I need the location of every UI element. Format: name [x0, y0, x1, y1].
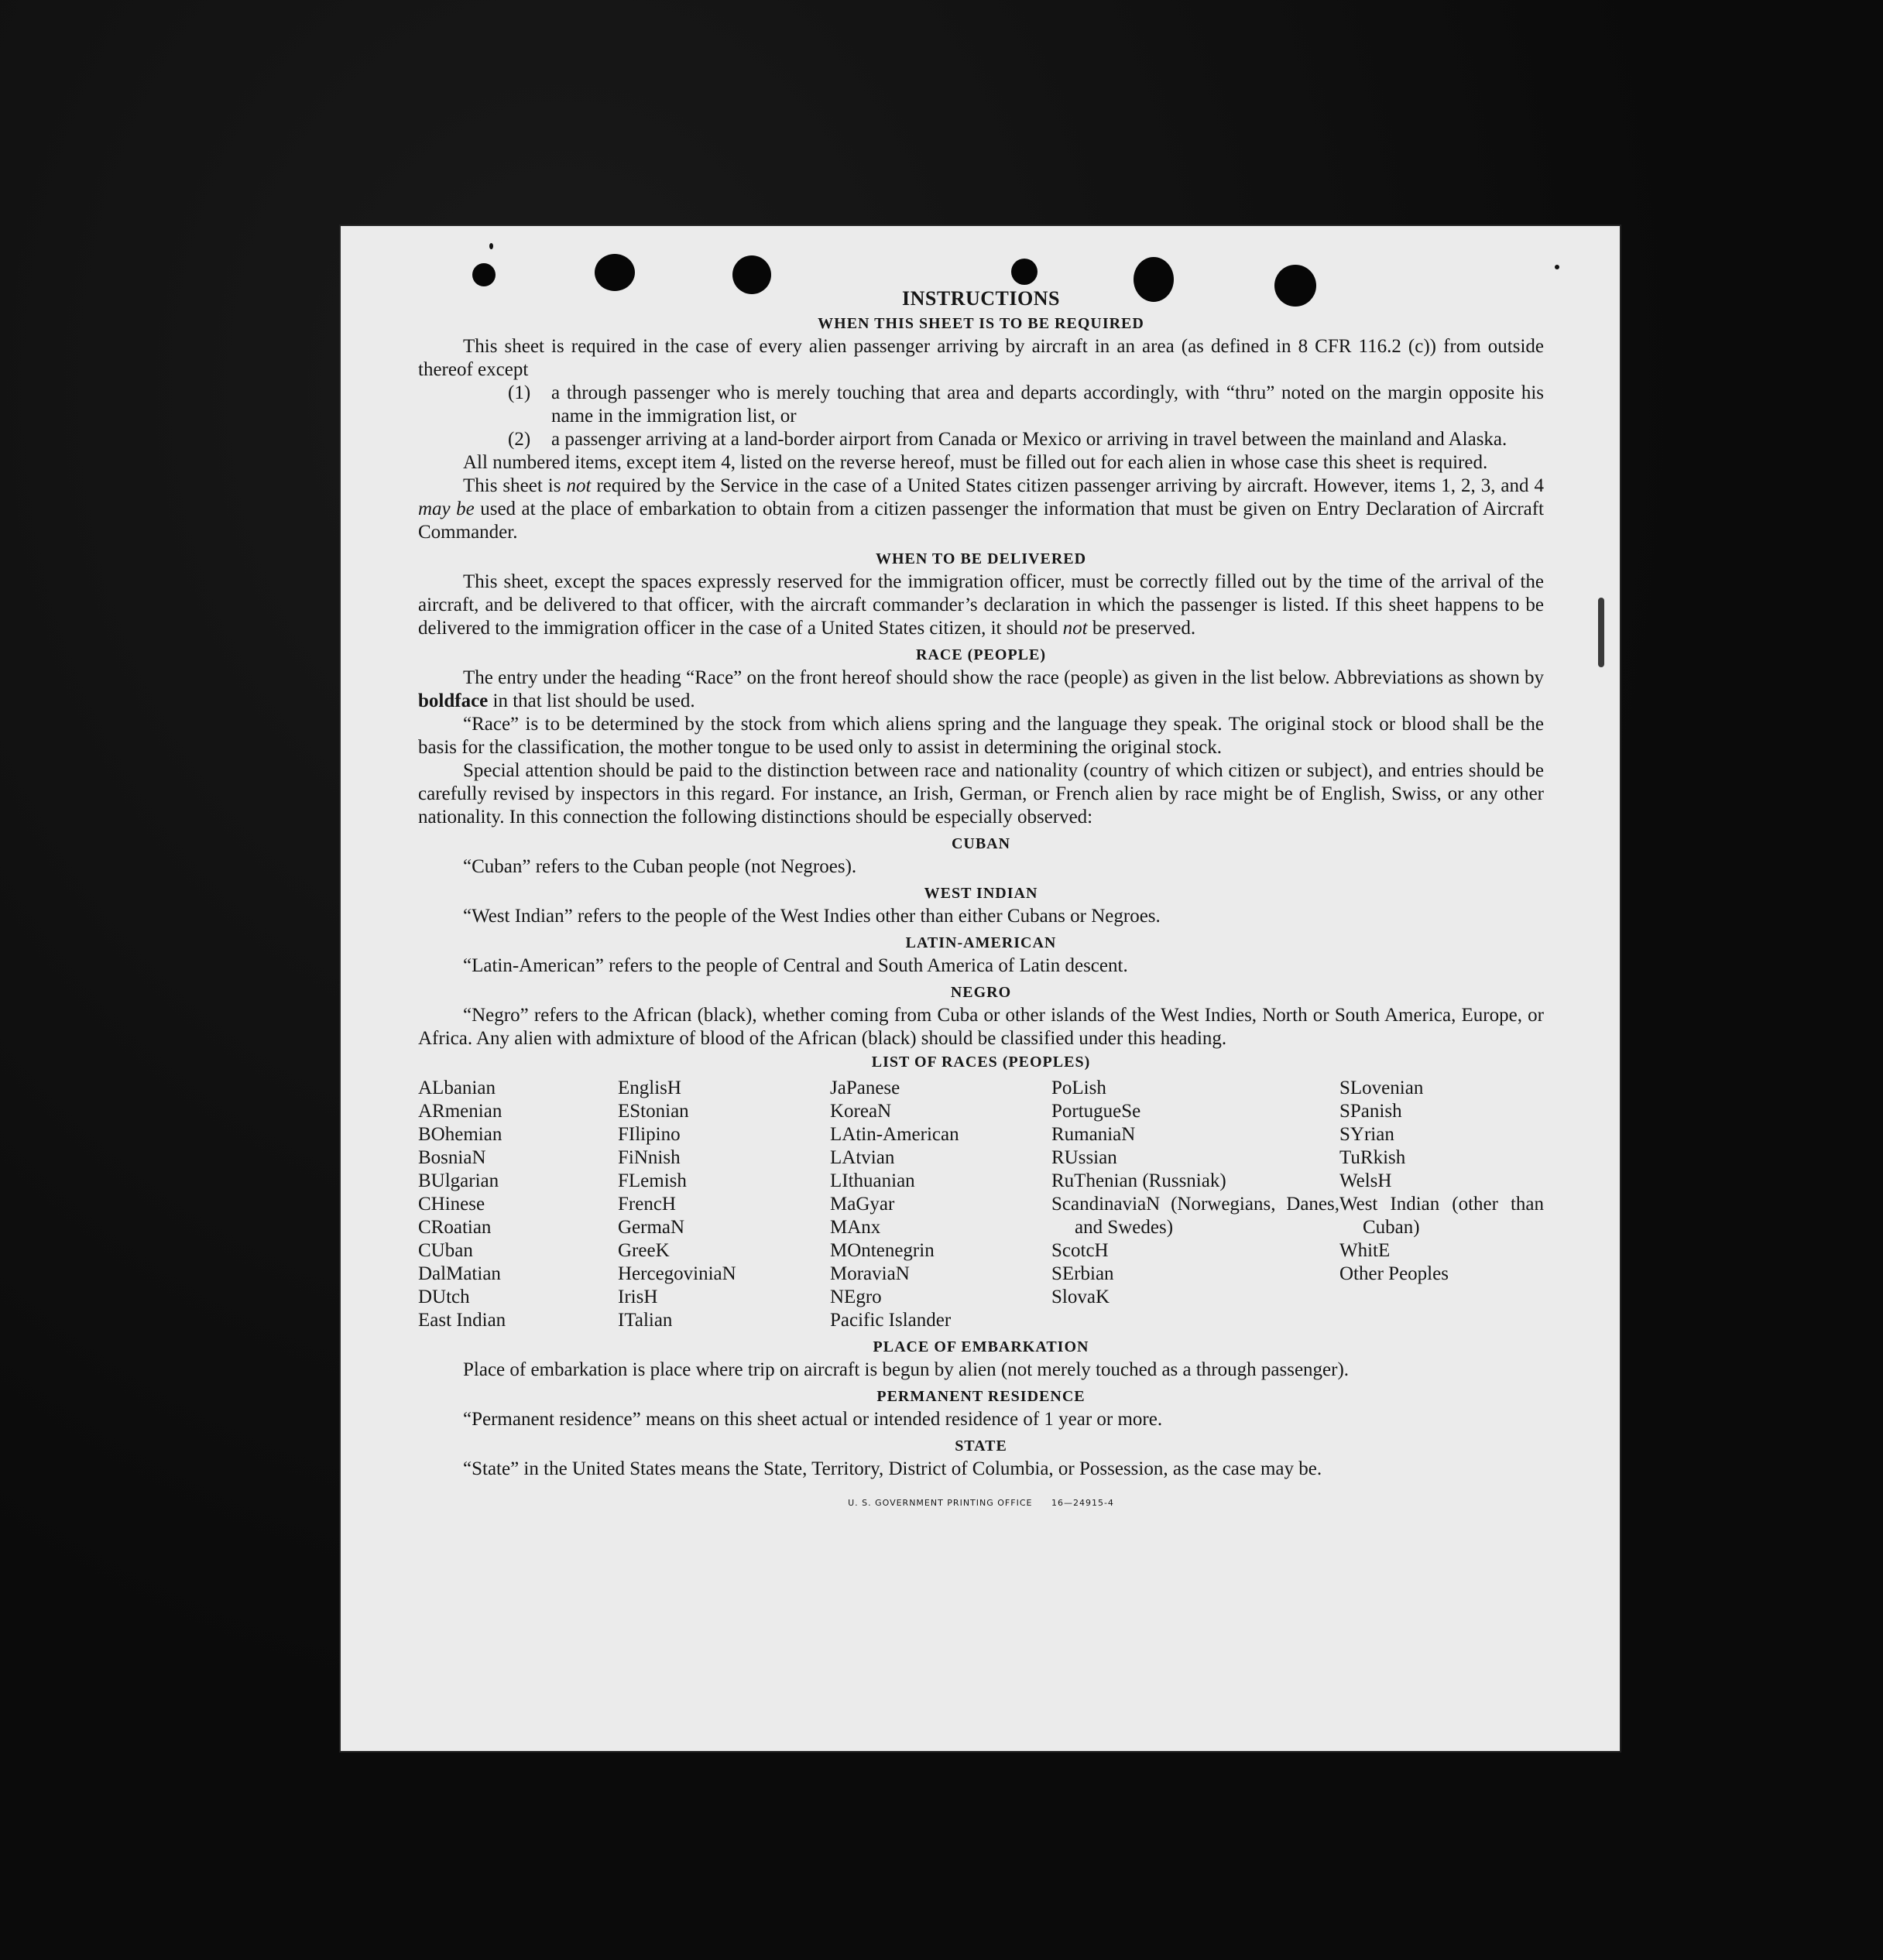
race-entry: LAtvian	[830, 1147, 895, 1168]
race-entry: BUlgarian	[418, 1170, 499, 1191]
document-page	[341, 226, 1620, 1751]
paragraph-when-delivered	[418, 571, 1544, 640]
race-entry: ALbanian	[418, 1078, 496, 1098]
race-entry: SPanish	[1339, 1101, 1402, 1122]
race-entry: Other Peoples	[1339, 1263, 1449, 1284]
race-entry: WhitE	[1339, 1240, 1391, 1261]
paragraph-west-indian: “West Indian” refers to the people of the West Indies other than either Cubans or Negroes.	[463, 906, 1161, 927]
punch-hole	[472, 263, 496, 286]
text-run: required by the Service in the case of a United States citizen passenger arriving by aircraft. However, items 1, 2, 3, and 4	[591, 475, 1544, 496]
race-entry: JaPanese	[830, 1078, 900, 1098]
paragraph-embarkation: Place of embarkation is place where trip on aircraft is begun by alien (not merely touched as a through passenger).	[463, 1359, 1350, 1380]
section-heading-race: RACE (PEOPLE)	[916, 646, 1046, 663]
emphasis-text: not	[566, 475, 592, 496]
race-entry: West Indian (other than Cuban)	[1339, 1194, 1544, 1238]
text-run: This sheet is	[463, 475, 567, 496]
race-entry: BosniaN	[418, 1147, 486, 1168]
race-entry: BOhemian	[418, 1124, 502, 1145]
emphasis-text: not	[1062, 618, 1088, 639]
section-heading-cuban: CUBAN	[951, 835, 1011, 852]
race-entry: ITalian	[618, 1310, 673, 1331]
race-entry: LIthuanian	[830, 1170, 915, 1191]
race-entry: NEgro	[830, 1287, 882, 1307]
race-entry: EStonian	[618, 1101, 689, 1122]
paragraph-negro: “Negro” refers to the African (black), whether coming from Cuba or other islands of the West Indies, North or South America, Europe, or Africa. Any alien with admixture of blood of the African (black) should be classified under this heading.	[418, 1005, 1544, 1049]
race-entry: FiNnish	[618, 1147, 681, 1168]
text-run: be preserved.	[1087, 618, 1196, 639]
race-entry: MoraviaN	[830, 1263, 910, 1284]
race-entry: LAtin-American	[830, 1124, 959, 1145]
races-column	[830, 1077, 1051, 1332]
race-entry: RUssian	[1051, 1147, 1117, 1168]
race-entry: EnglisH	[618, 1078, 681, 1098]
race-entry: GermaN	[618, 1217, 685, 1238]
race-entry: SLovenian	[1339, 1078, 1424, 1098]
exception-item-1	[508, 382, 1544, 428]
race-entry: SErbian	[1051, 1263, 1114, 1284]
race-entry: KoreaN	[830, 1101, 892, 1122]
paragraph-cuban: “Cuban” refers to the Cuban people (not Negroes).	[463, 856, 857, 877]
paragraph-race-nationality: Special attention should be paid to the distinction between race and nationality (country of which citizen or subject), and entries should be carefully revised by inspectors in this regard. For instance, an Irish, German, or French alien by race might be of English, Swiss, or any other nationality. In this connection the following distinctions should be especially observed:	[418, 760, 1544, 828]
race-entry: PoLish	[1051, 1078, 1106, 1098]
paragraph-state: “State” in the United States means the State, Territory, District of Columbia, or Possession, as the case may be.	[463, 1458, 1322, 1479]
race-entry: FLemish	[618, 1170, 687, 1191]
races-column	[1339, 1077, 1544, 1332]
race-entry: ARmenian	[418, 1101, 502, 1122]
exception-text: a passenger arriving at a land-border airport from Canada or Mexico or arriving in travel between the mainland and Alaska.	[551, 429, 1507, 450]
paragraph-latin-american: “Latin-American” refers to the people of Central and South America of Latin descent.	[463, 955, 1128, 976]
races-column	[618, 1077, 830, 1332]
race-entry: IrisH	[618, 1287, 658, 1307]
race-entry: FrencH	[618, 1194, 676, 1215]
section-heading-residence: PERMANENT RESIDENCE	[876, 1388, 1086, 1405]
paragraph-when-required-intro: This sheet is required in the case of every alien passenger arriving by aircraft in an area (as defined in 8 CFR 116.2 (c)) from outside thereof except	[418, 336, 1544, 380]
instructions-sheet	[418, 286, 1544, 1515]
exception-number: (2)	[508, 429, 531, 450]
section-heading-embarkation: PLACE OF EMBARKATION	[873, 1338, 1089, 1355]
race-entry: HercegoviniaN	[618, 1263, 736, 1284]
punch-hole	[1011, 259, 1038, 285]
race-entry: CHinese	[418, 1194, 485, 1215]
emphasis-text: may be	[418, 499, 475, 519]
bold-text: boldface	[418, 690, 489, 711]
ink-speck	[1555, 265, 1559, 269]
paragraph-citizen-passenger	[418, 475, 1544, 544]
race-entry: WelsH	[1339, 1170, 1392, 1191]
race-entry: MAnx	[830, 1217, 881, 1238]
printer-imprint	[418, 1492, 1544, 1515]
exception-text: a through passenger who is merely touching that area and departs accordingly, with “thru” noted on the margin opposite his name in the immigration list, or	[551, 382, 1544, 427]
race-entry: FIlipino	[618, 1124, 681, 1145]
text-run: in that list should be used.	[488, 690, 695, 711]
races-column	[418, 1077, 618, 1332]
race-entry: MaGyar	[830, 1194, 895, 1215]
race-entry: SYrian	[1339, 1124, 1394, 1145]
race-entry: ScotcH	[1051, 1240, 1109, 1261]
section-heading-state: STATE	[955, 1437, 1007, 1455]
paragraph-race-stock: “Race” is to be determined by the stock from which aliens spring and the language they speak. The original stock or blood shall be the basis for the classification, the mother tongue to be used only to assist in determining the original stock.	[418, 714, 1544, 758]
paragraph-residence: “Permanent residence” means on this sheet actual or intended residence of 1 year or more.	[463, 1409, 1163, 1430]
ink-speck	[1598, 598, 1604, 667]
race-entry: GreeK	[618, 1240, 670, 1261]
text-run: This sheet, except the spaces expressly reserved for the immigration officer, must be correctly filled out by the time of the arrival of the aircraft, and be delivered to that officer, with the aircraft commander’s declaration in which the passenger is listed. If this sheet happens to be delivered to the immigration officer in the case of a United States citizen, it should	[418, 571, 1544, 639]
race-entry: TuRkish	[1339, 1147, 1406, 1168]
exception-number: (1)	[508, 382, 531, 403]
race-entry: RumaniaN	[1051, 1124, 1136, 1145]
race-entry: ScandinaviaN (Norwegians, Danes, and Swedes)	[1051, 1194, 1339, 1238]
form-number: 16—24915-4	[1051, 1498, 1114, 1508]
race-entry: DalMatian	[418, 1263, 501, 1284]
section-heading-list-of-races: LIST OF RACES (PEOPLES)	[871, 1054, 1091, 1071]
race-entry: RuThenian (Russniak)	[1051, 1170, 1226, 1191]
paragraph-race-entry	[418, 666, 1544, 713]
section-heading-west-indian: WEST INDIAN	[924, 885, 1038, 902]
race-entry: Pacific Islander	[830, 1310, 952, 1331]
races-list	[418, 1077, 1544, 1332]
race-entry: PortugueSe	[1051, 1101, 1141, 1122]
section-heading-latin-american: LATIN-AMERICAN	[905, 934, 1057, 951]
section-heading-when-delivered: WHEN TO BE DELIVERED	[875, 550, 1087, 567]
race-entry: CRoatian	[418, 1217, 492, 1238]
section-heading-negro: NEGRO	[950, 984, 1012, 1001]
races-column	[1051, 1077, 1339, 1332]
race-entry: MOntenegrin	[830, 1240, 935, 1261]
text-run: The entry under the heading “Race” on the front hereof should show the race (people) as given in the list below. Abbreviations as shown by	[463, 667, 1544, 688]
race-entry: DUtch	[418, 1287, 470, 1307]
race-entry: SlovaK	[1051, 1287, 1110, 1307]
race-entry: CUban	[418, 1240, 473, 1261]
page-title: INSTRUCTIONS	[902, 287, 1060, 310]
race-entry: East Indian	[418, 1310, 506, 1331]
section-heading-when-required: WHEN THIS SHEET IS TO BE REQUIRED	[818, 315, 1144, 332]
printer-name: U. S. GOVERNMENT PRINTING OFFICE	[848, 1498, 1033, 1508]
text-run: used at the place of embarkation to obtain from a citizen passenger the information that must be given on Entry Declaration of Aircraft Commander.	[418, 499, 1545, 543]
exception-item-2	[508, 428, 1544, 451]
ink-speck	[489, 243, 493, 249]
paragraph-numbered-items: All numbered items, except item 4, listed on the reverse hereof, must be filled out for each alien in whose case this sheet is required.	[463, 452, 1488, 473]
